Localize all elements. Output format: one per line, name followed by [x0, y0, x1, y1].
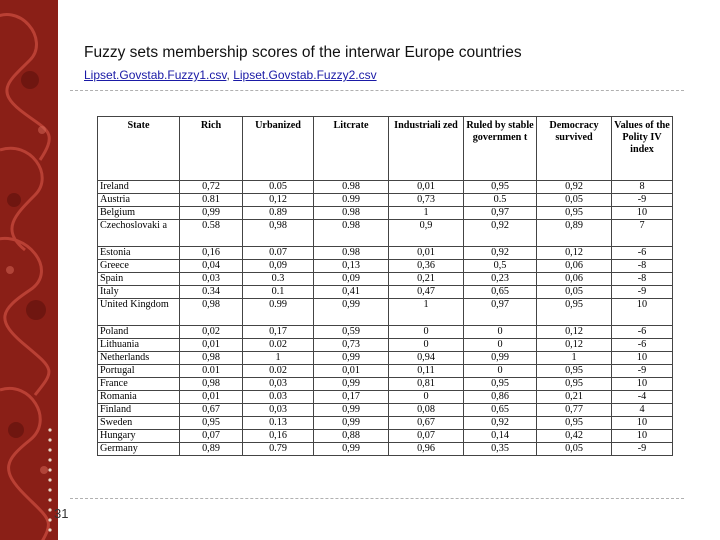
score-cell: 1: [537, 352, 612, 365]
score-cell: 0.34: [180, 286, 243, 299]
state-cell: Czechoslovaki a: [98, 220, 180, 247]
table-row: [98, 247, 673, 260]
state-cell: Portugal: [98, 365, 180, 378]
score-cell: 10: [612, 299, 673, 326]
table-row: [98, 260, 673, 273]
file-link-fuzzy2[interactable]: Lipset.Govstab.Fuzzy2.csv: [233, 68, 377, 82]
state-cell: Hungary: [98, 430, 180, 443]
score-cell: 10: [612, 207, 673, 220]
score-cell: 0: [464, 326, 537, 339]
score-cell: 0,99: [314, 378, 389, 391]
state-cell: Greece: [98, 260, 180, 273]
score-cell: 10: [612, 378, 673, 391]
state-cell: Romania: [98, 391, 180, 404]
score-cell: 0: [464, 365, 537, 378]
table-row: [98, 207, 673, 220]
score-cell: 0.02: [243, 339, 314, 352]
score-cell: 1: [243, 352, 314, 365]
table-row: [98, 404, 673, 417]
divider-bottom: [70, 498, 684, 499]
score-cell: 0,98: [180, 352, 243, 365]
score-cell: 0.3: [243, 273, 314, 286]
score-cell: 0,77: [537, 404, 612, 417]
score-cell: 0,07: [180, 430, 243, 443]
score-cell: 0,98: [243, 220, 314, 247]
score-cell: 0,11: [389, 365, 464, 378]
table-row: [98, 417, 673, 430]
score-cell: 0.89: [243, 207, 314, 220]
score-cell: 0,99: [180, 207, 243, 220]
score-cell: 0,99: [314, 404, 389, 417]
score-cell: 0: [389, 391, 464, 404]
score-cell: 0.98: [314, 207, 389, 220]
score-cell: 0,95: [537, 365, 612, 378]
score-cell: 0,05: [537, 286, 612, 299]
score-cell: -6: [612, 326, 673, 339]
score-cell: 0,95: [180, 417, 243, 430]
score-cell: 0,04: [180, 260, 243, 273]
score-cell: 0,03: [243, 404, 314, 417]
score-cell: 0,01: [389, 181, 464, 194]
table-body: [98, 181, 673, 456]
score-cell: 0,47: [389, 286, 464, 299]
score-cell: 0,35: [464, 443, 537, 456]
table-row: [98, 378, 673, 391]
table-row: [98, 273, 673, 286]
table-row: [98, 286, 673, 299]
score-cell: 0: [389, 326, 464, 339]
score-cell: 0,13: [314, 260, 389, 273]
membership-table-container: [97, 116, 673, 456]
state-cell: Spain: [98, 273, 180, 286]
state-cell: Germany: [98, 443, 180, 456]
score-cell: 4: [612, 404, 673, 417]
score-cell: 0,23: [464, 273, 537, 286]
score-cell: 10: [612, 417, 673, 430]
score-cell: 0,89: [180, 443, 243, 456]
score-cell: 0,89: [537, 220, 612, 247]
column-header-state: State: [98, 117, 180, 181]
score-cell: 0.02: [243, 365, 314, 378]
score-cell: -6: [612, 247, 673, 260]
score-cell: 0,92: [464, 220, 537, 247]
score-cell: 0.05: [243, 181, 314, 194]
score-cell: 0,05: [537, 194, 612, 207]
table-row: [98, 326, 673, 339]
score-cell: 0,65: [464, 404, 537, 417]
table-row: [98, 299, 673, 326]
score-cell: 0,5: [464, 260, 537, 273]
score-cell: 0.98: [314, 220, 389, 247]
score-cell: 0,06: [537, 260, 612, 273]
score-cell: 0,95: [537, 378, 612, 391]
file-links: [84, 68, 377, 82]
score-cell: 0.01: [180, 365, 243, 378]
state-cell: United Kingdom: [98, 299, 180, 326]
score-cell: 0: [389, 339, 464, 352]
column-header-democracy-survived: Democracy survived: [537, 117, 612, 181]
divider-top: [70, 90, 684, 91]
table-header-row: [98, 117, 673, 181]
score-cell: 0,96: [389, 443, 464, 456]
score-cell: 0,09: [243, 260, 314, 273]
score-cell: 0,05: [537, 443, 612, 456]
score-cell: 0,81: [389, 378, 464, 391]
score-cell: 0.07: [243, 247, 314, 260]
score-cell: 0.79: [243, 443, 314, 456]
score-cell: 0,07: [389, 430, 464, 443]
score-cell: 0,16: [180, 247, 243, 260]
score-cell: -6: [612, 339, 673, 352]
state-cell: Finland: [98, 404, 180, 417]
score-cell: 0,94: [389, 352, 464, 365]
score-cell: 0,12: [537, 339, 612, 352]
score-cell: 0,42: [537, 430, 612, 443]
table-row: [98, 352, 673, 365]
table-row: [98, 430, 673, 443]
score-cell: 0,95: [464, 378, 537, 391]
score-cell: 0,06: [537, 273, 612, 286]
file-link-fuzzy1[interactable]: Lipset.Govstab.Fuzzy1.csv: [84, 68, 227, 82]
score-cell: 0,99: [314, 417, 389, 430]
score-cell: 0,12: [243, 194, 314, 207]
score-cell: 0,97: [464, 299, 537, 326]
column-header-stable-government: Ruled by stable governmen t: [464, 117, 537, 181]
score-cell: 0.98: [314, 247, 389, 260]
column-header-literate: Litcrate: [314, 117, 389, 181]
score-cell: 0: [464, 339, 537, 352]
score-cell: 7: [612, 220, 673, 247]
score-cell: 0,08: [389, 404, 464, 417]
table-row: [98, 365, 673, 378]
score-cell: 0,03: [180, 273, 243, 286]
state-cell: Lithuania: [98, 339, 180, 352]
state-cell: Italy: [98, 286, 180, 299]
score-cell: 0.98: [314, 181, 389, 194]
score-cell: 0,36: [389, 260, 464, 273]
score-cell: 0.13: [243, 417, 314, 430]
score-cell: 0.03: [243, 391, 314, 404]
table-row: [98, 391, 673, 404]
score-cell: 0,95: [537, 207, 612, 220]
score-cell: 0,67: [389, 417, 464, 430]
column-header-rich: Rich: [180, 117, 243, 181]
score-cell: 10: [612, 352, 673, 365]
score-cell: 0,73: [314, 339, 389, 352]
score-cell: 0,97: [464, 207, 537, 220]
score-cell: 0.5: [464, 194, 537, 207]
score-cell: 0,95: [537, 299, 612, 326]
state-cell: Ireland: [98, 181, 180, 194]
score-cell: -8: [612, 273, 673, 286]
score-cell: 0.81: [180, 194, 243, 207]
score-cell: 0,01: [389, 247, 464, 260]
score-cell: 0,99: [314, 299, 389, 326]
state-cell: France: [98, 378, 180, 391]
table-row: [98, 443, 673, 456]
score-cell: 0,09: [314, 273, 389, 286]
score-cell: 0,99: [314, 352, 389, 365]
table-row: [98, 220, 673, 247]
score-cell: 0,12: [537, 326, 612, 339]
score-cell: 0,92: [537, 181, 612, 194]
score-cell: 0,16: [243, 430, 314, 443]
score-cell: 0,65: [464, 286, 537, 299]
score-cell: 1: [389, 207, 464, 220]
score-cell: 0,21: [389, 273, 464, 286]
score-cell: 0,73: [389, 194, 464, 207]
score-cell: 0,92: [464, 247, 537, 260]
table-row: [98, 194, 673, 207]
score-cell: 0,59: [314, 326, 389, 339]
score-cell: -9: [612, 443, 673, 456]
score-cell: 0,72: [180, 181, 243, 194]
score-cell: 0,92: [464, 417, 537, 430]
score-cell: 0,02: [180, 326, 243, 339]
score-cell: 0,01: [314, 365, 389, 378]
score-cell: 0,01: [180, 339, 243, 352]
column-header-urbanized: Urbanized: [243, 117, 314, 181]
score-cell: 0,86: [464, 391, 537, 404]
score-cell: 0,14: [464, 430, 537, 443]
state-cell: Poland: [98, 326, 180, 339]
score-cell: 10: [612, 430, 673, 443]
score-cell: 0,21: [537, 391, 612, 404]
score-cell: -9: [612, 194, 673, 207]
state-cell: Austria: [98, 194, 180, 207]
score-cell: 0,95: [537, 417, 612, 430]
column-header-polity-index: Values of the Polity IV index: [612, 117, 673, 181]
score-cell: -9: [612, 365, 673, 378]
state-cell: Estonia: [98, 247, 180, 260]
score-cell: 0,67: [180, 404, 243, 417]
score-cell: 0,95: [464, 181, 537, 194]
score-cell: -8: [612, 260, 673, 273]
score-cell: 0,98: [180, 378, 243, 391]
state-cell: Sweden: [98, 417, 180, 430]
state-cell: Netherlands: [98, 352, 180, 365]
score-cell: 8: [612, 181, 673, 194]
score-cell: 0,88: [314, 430, 389, 443]
ornament-pattern-icon: [0, 0, 58, 540]
score-cell: 0.1: [243, 286, 314, 299]
score-cell: 0,99: [464, 352, 537, 365]
score-cell: -4: [612, 391, 673, 404]
column-header-industrialized: Industriali zed: [389, 117, 464, 181]
state-cell: Belgium: [98, 207, 180, 220]
table-row: [98, 181, 673, 194]
page-number: 31: [54, 506, 69, 521]
score-cell: 0,9: [389, 220, 464, 247]
score-cell: 0,01: [180, 391, 243, 404]
score-cell: 0.99: [314, 194, 389, 207]
score-cell: 0,41: [314, 286, 389, 299]
score-cell: 0,17: [314, 391, 389, 404]
score-cell: 0,12: [537, 247, 612, 260]
score-cell: 0,17: [243, 326, 314, 339]
membership-table: [97, 116, 673, 456]
score-cell: 0,98: [180, 299, 243, 326]
score-cell: 1: [389, 299, 464, 326]
link-separator: ,: [226, 68, 230, 82]
score-cell: 0.99: [243, 299, 314, 326]
score-cell: 0,03: [243, 378, 314, 391]
table-row: [98, 339, 673, 352]
page-title: Fuzzy sets membership scores of the interwar Europe countries: [84, 44, 522, 61]
score-cell: -9: [612, 286, 673, 299]
score-cell: 0.58: [180, 220, 243, 247]
decorative-sidebar: [0, 0, 58, 540]
score-cell: 0,99: [314, 443, 389, 456]
